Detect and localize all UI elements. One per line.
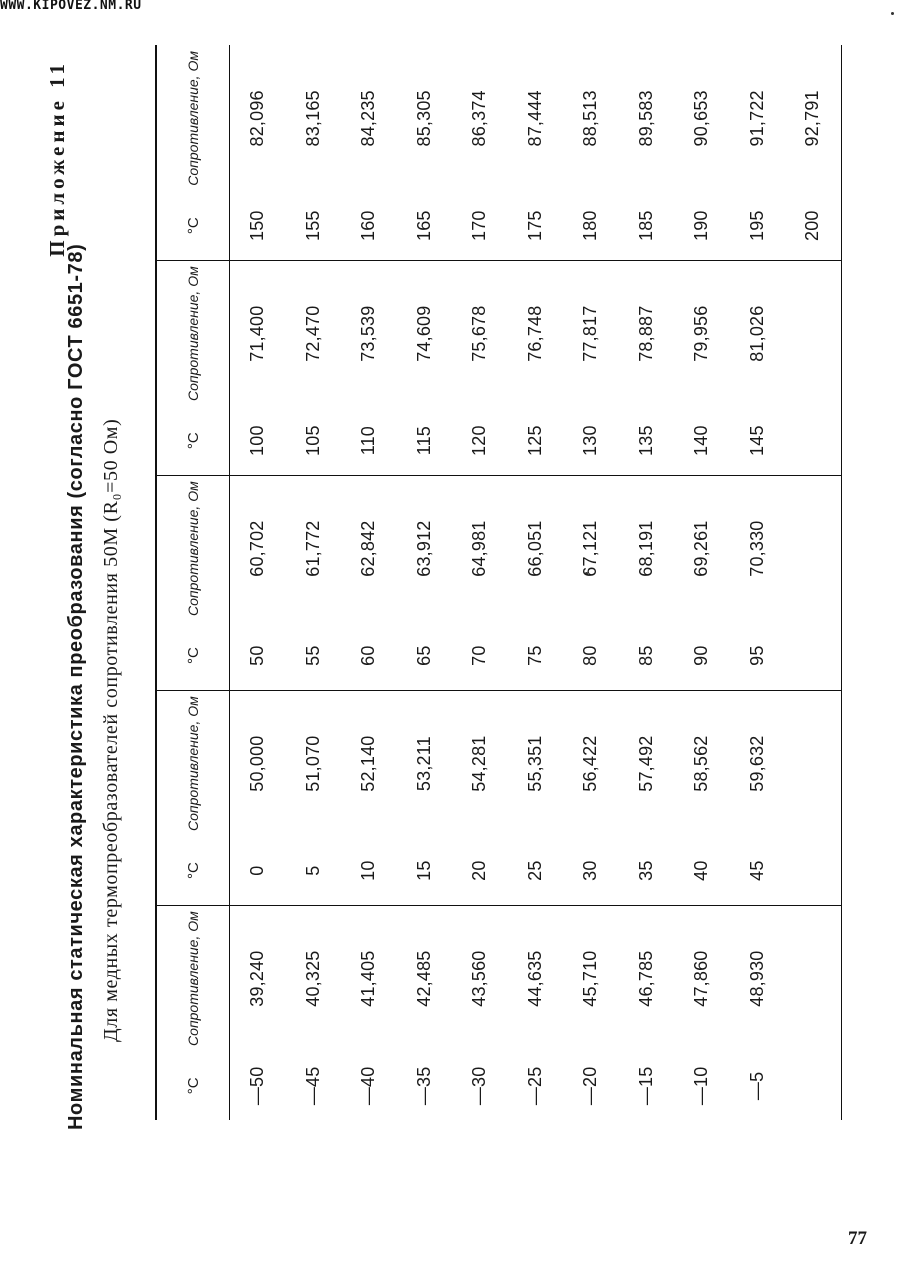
resistance-cell: 85,305	[413, 90, 434, 147]
temperature-cell: 155	[302, 210, 323, 241]
temperature-cell: 175	[524, 210, 545, 241]
table-row	[341, 45, 397, 1120]
temperature-cell: 140	[691, 425, 712, 456]
resistance-cell: 88,513	[580, 90, 601, 147]
resistance-cell: 73,539	[341, 260, 397, 407]
resistance-cell: 79,956	[674, 260, 730, 407]
resistance-cell: 42,485	[397, 905, 453, 1052]
resistance-cell: 50,000	[230, 690, 286, 837]
resistance-cell: 44,635	[508, 905, 564, 1052]
temperature-cell: —5	[746, 1071, 767, 1101]
resistance-cell: 84,235	[358, 90, 379, 147]
resistance-cell: 61,772	[286, 475, 342, 622]
temperature-cell: 35	[635, 860, 656, 881]
header-resistance: Сопротивление, Ом	[156, 690, 230, 837]
temperature-cell: 200	[785, 192, 841, 260]
temperature-cell: 40	[691, 860, 712, 881]
resistance-cell: 77,817	[563, 260, 619, 407]
temperature-cell: 50	[247, 645, 268, 666]
temperature-cell: 85	[635, 645, 656, 666]
temperature-cell: 45	[746, 860, 767, 881]
rotated-page	[45, 40, 825, 1200]
header-temperature: °C	[156, 837, 230, 905]
temperature-cell: 0	[247, 865, 268, 876]
resistance-cell	[785, 475, 841, 622]
temperature-cell: —50	[247, 1066, 268, 1106]
page-number: 77	[848, 1228, 867, 1249]
temperature-cell: 115	[413, 426, 434, 456]
temperature-cell: —15	[635, 1066, 656, 1106]
resistance-cell: 55,351	[508, 690, 564, 837]
resistance-cell: 45,710	[563, 905, 619, 1052]
temperature-cell: 135	[635, 425, 656, 456]
resistance-cell: 74,609	[397, 260, 453, 407]
resistance-cell: 89,583	[635, 90, 656, 147]
temperature-cell: 80	[580, 645, 601, 666]
temperature-cell: —20	[580, 1066, 601, 1106]
temperature-cell: 95	[746, 645, 767, 666]
resistance-cell: 91,722	[746, 90, 767, 147]
temperature-cell: 120	[469, 425, 490, 456]
table-title: Номинальная статическая характеристика преобразования (согласно ГОСТ 6651-78)	[65, 243, 87, 1130]
scan-speck	[891, 12, 894, 15]
temperature-cell: —30	[469, 1066, 490, 1106]
temperature-cell: —25	[524, 1066, 545, 1106]
resistance-cell: 68,191	[619, 475, 675, 622]
temperature-cell: 190	[691, 210, 712, 241]
header-temperature: °C	[156, 622, 230, 690]
site-watermark: WWW.KIPOVEZ.NM.RU	[0, 0, 142, 13]
temperature-cell: 145	[746, 425, 767, 456]
temperature-cell	[785, 837, 841, 905]
temperature-cell: 15	[413, 860, 434, 881]
resistance-cell: 62,842	[341, 475, 397, 622]
temperature-cell: 60	[358, 645, 379, 666]
resistance-cell: 75,678	[452, 260, 508, 407]
resistance-cell	[785, 260, 841, 407]
resistance-cell: 53,211	[397, 690, 453, 837]
header-resistance: Сопротивление, Ом	[156, 475, 230, 622]
temperature-cell: 75	[524, 645, 545, 666]
temperature-cell: 165	[413, 210, 434, 241]
resistance-cell: 59,632	[730, 690, 786, 837]
resistance-cell: 39,240	[230, 905, 286, 1052]
resistance-cell: 71,400	[230, 260, 286, 407]
temperature-cell: 55	[302, 645, 323, 666]
temperature-cell: 185	[635, 210, 656, 241]
temperature-cell: 150	[247, 210, 268, 241]
resistance-cell: 54,281	[452, 690, 508, 837]
temperature-cell	[785, 622, 841, 690]
temperature-cell: 125	[524, 425, 545, 456]
temperature-cell: 100	[247, 425, 268, 456]
temperature-cell: 180	[580, 210, 601, 241]
table-row	[508, 45, 564, 1120]
header-resistance: Сопротивление, Ом	[156, 905, 230, 1052]
temperature-cell: —35	[413, 1066, 434, 1106]
header-resistance: Сопротивление, Ом	[156, 260, 230, 407]
resistance-cell: 56,422	[563, 690, 619, 837]
resistance-cell: 86,374	[469, 90, 490, 147]
temperature-cell: 105	[302, 425, 323, 456]
resistance-cell: 64,981	[452, 475, 508, 622]
temperature-cell	[785, 1052, 841, 1120]
resistance-cell	[785, 690, 841, 837]
resistance-cell: 41,405	[341, 905, 397, 1052]
resistance-cell	[785, 905, 841, 1052]
resistance-cell: 63,912	[397, 475, 453, 622]
resistance-cell: 69,261	[674, 475, 730, 622]
resistance-cell: 67,121	[563, 475, 619, 622]
subtitle-text: Для медных термопреобразователей сопротивления 50М	[100, 527, 122, 1042]
resistance-cell: 60,702	[230, 475, 286, 622]
table-row	[730, 45, 786, 1120]
resistance-cell: 48,930	[730, 905, 786, 1052]
table-row	[397, 45, 453, 1120]
table-row	[674, 45, 730, 1120]
temperature-cell: 10	[358, 860, 379, 881]
table-row	[619, 45, 675, 1120]
resistance-cell: 92,791	[785, 45, 841, 192]
resistance-cell: 58,562	[674, 690, 730, 837]
temperature-cell	[785, 407, 841, 475]
header-temperature: °C	[156, 407, 230, 475]
resistance-cell: 51,070	[286, 690, 342, 837]
table-row	[452, 45, 508, 1120]
temperature-cell: 5	[302, 865, 323, 876]
temperature-cell: —10	[691, 1066, 712, 1106]
temperature-cell: 65	[413, 645, 434, 666]
resistance-cell: 90,653	[691, 90, 712, 147]
table-row	[286, 45, 342, 1120]
resistance-cell: 47,860	[674, 905, 730, 1052]
table-row	[785, 45, 841, 1120]
resistance-cell: 78,887	[619, 260, 675, 407]
resistance-cell: 82,096	[247, 90, 268, 147]
temperature-cell: 110	[358, 426, 379, 456]
temperature-cell: 130	[580, 425, 601, 456]
resistance-cell: 43,560	[452, 905, 508, 1052]
resistance-cell: 46,785	[619, 905, 675, 1052]
header-temperature: °C	[156, 192, 230, 260]
resistance-cell: 57,492	[619, 690, 675, 837]
header-resistance: Сопротивление, Ом	[156, 45, 230, 192]
resistance-table	[155, 45, 842, 1120]
temperature-cell: 30	[580, 860, 601, 881]
temperature-cell: —40	[358, 1066, 379, 1106]
table-body	[230, 45, 842, 1120]
resistance-cell: 66,051	[508, 475, 564, 622]
resistance-cell: 40,325	[286, 905, 342, 1052]
table-subtitle	[100, 419, 123, 1042]
table-header-row	[156, 45, 230, 1120]
resistance-cell: 76,748	[508, 260, 564, 407]
temperature-cell: 70	[469, 645, 490, 666]
temperature-cell: 195	[746, 210, 767, 241]
table-row	[230, 45, 286, 1120]
resistance-cell: 72,470	[286, 260, 342, 407]
temperature-cell: —45	[302, 1066, 323, 1106]
resistance-cell: 83,165	[302, 90, 323, 147]
resistance-cell: 52,140	[341, 690, 397, 837]
temperature-cell: 90	[691, 645, 712, 666]
temperature-cell: 20	[469, 860, 490, 881]
temperature-cell: 160	[358, 210, 379, 241]
table-row	[563, 45, 619, 1120]
resistance-cell: 70,330	[730, 475, 786, 622]
resistance-cell: 81,026	[730, 260, 786, 407]
subtitle-parameter: (R₀=50 Ом)	[100, 418, 122, 522]
appendix-label: Приложение 11	[45, 60, 69, 257]
temperature-cell: 170	[469, 210, 490, 241]
resistance-cell: 87,444	[524, 90, 545, 147]
header-temperature: °C	[156, 1052, 230, 1120]
temperature-cell: 25	[524, 860, 545, 881]
